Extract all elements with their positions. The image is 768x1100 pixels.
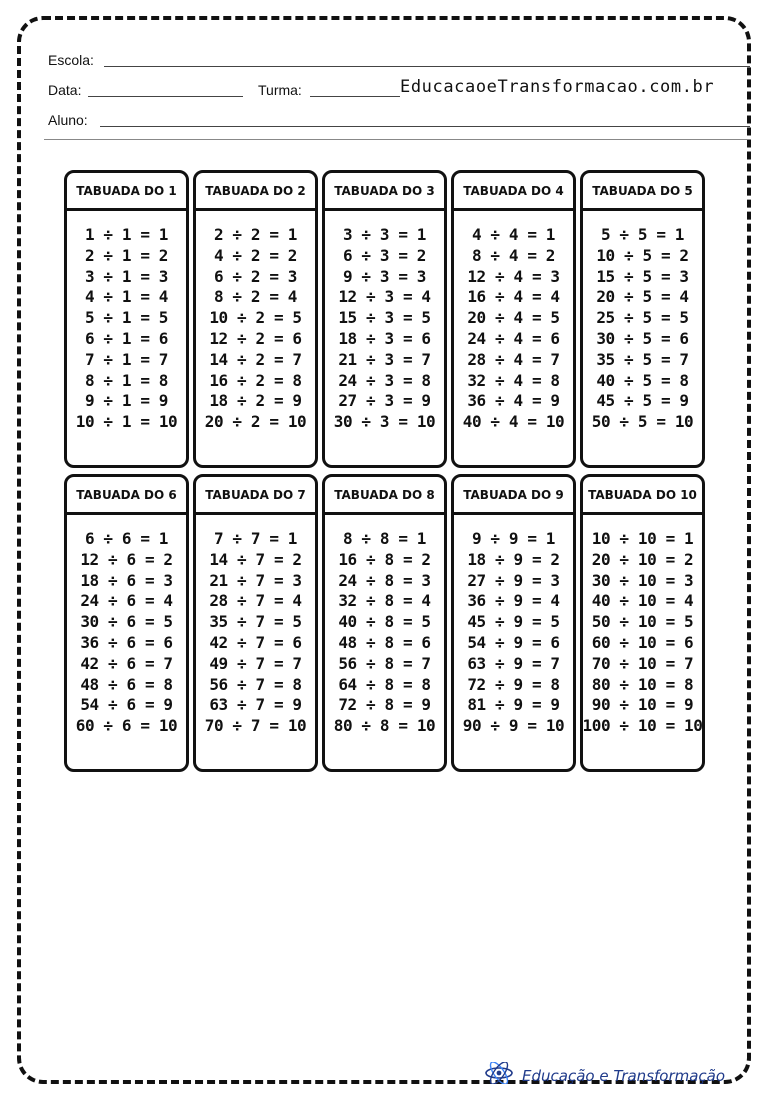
division-fact: 70 ÷ 7 = 10 <box>204 716 307 736</box>
division-fact: 18 ÷ 2 = 9 <box>209 391 302 411</box>
division-fact: 70 ÷ 10 = 7 <box>591 653 694 673</box>
division-fact: 20 ÷ 10 = 2 <box>591 549 694 569</box>
tabuada-card <box>322 474 447 772</box>
division-fact: 27 ÷ 3 = 9 <box>338 391 431 411</box>
header-divider <box>44 139 750 140</box>
division-fact: 45 ÷ 9 = 5 <box>467 612 560 632</box>
division-fact: 42 ÷ 6 = 7 <box>80 653 173 673</box>
division-fact: 10 ÷ 1 = 10 <box>75 412 178 432</box>
division-fact: 6 ÷ 3 = 2 <box>342 245 427 265</box>
tabuada-card <box>580 170 705 468</box>
division-fact: 30 ÷ 6 = 5 <box>80 612 173 632</box>
division-fact: 8 ÷ 2 = 4 <box>213 287 298 307</box>
division-fact: 16 ÷ 4 = 4 <box>467 287 560 307</box>
division-fact: 12 ÷ 2 = 6 <box>209 328 302 348</box>
division-fact: 18 ÷ 9 = 2 <box>467 549 560 569</box>
division-fact: 9 ÷ 3 = 3 <box>342 266 427 286</box>
division-fact: 8 ÷ 4 = 2 <box>471 245 556 265</box>
division-fact: 30 ÷ 5 = 6 <box>596 328 689 348</box>
division-fact: 10 ÷ 5 = 2 <box>596 245 689 265</box>
tabuada-card <box>580 474 705 772</box>
division-fact: 15 ÷ 5 = 3 <box>596 266 689 286</box>
division-fact: 80 ÷ 10 = 8 <box>591 674 694 694</box>
division-fact: 72 ÷ 8 = 9 <box>338 695 431 715</box>
division-fact: 5 ÷ 1 = 5 <box>84 308 169 328</box>
division-fact: 45 ÷ 5 = 9 <box>596 391 689 411</box>
division-fact: 24 ÷ 6 = 4 <box>80 591 173 611</box>
division-fact: 54 ÷ 6 = 9 <box>80 695 173 715</box>
tabuada-card <box>451 170 576 468</box>
data-label: Data: <box>48 82 82 98</box>
tabuada-card <box>193 474 318 772</box>
division-fact: 63 ÷ 7 = 9 <box>209 695 302 715</box>
division-fact: 10 ÷ 10 = 1 <box>591 529 694 548</box>
aluno-label: Aluno: <box>48 112 88 128</box>
tabuada-card <box>451 474 576 772</box>
division-fact: 14 ÷ 2 = 7 <box>209 349 302 369</box>
tabuada-title: TABUADA DO 9 <box>454 477 573 515</box>
division-fact: 2 ÷ 2 = 1 <box>213 225 298 244</box>
turma-label: Turma: <box>258 82 302 98</box>
division-fact: 16 ÷ 8 = 2 <box>338 549 431 569</box>
tabuada-title: TABUADA DO 3 <box>325 173 444 211</box>
division-fact: 5 ÷ 5 = 1 <box>600 225 685 244</box>
tabuada-title: TABUADA DO 2 <box>196 173 315 211</box>
tabuada-title: TABUADA DO 7 <box>196 477 315 515</box>
tabuada-title: TABUADA DO 10 <box>583 477 702 515</box>
escola-label: Escola: <box>48 52 94 68</box>
division-fact: 20 ÷ 5 = 4 <box>596 287 689 307</box>
division-fact: 54 ÷ 9 = 6 <box>467 632 560 652</box>
division-fact: 16 ÷ 2 = 8 <box>209 370 302 390</box>
division-fact: 64 ÷ 8 = 8 <box>338 674 431 694</box>
tabuada-card <box>322 170 447 468</box>
division-fact: 12 ÷ 6 = 2 <box>80 549 173 569</box>
division-fact: 8 ÷ 1 = 8 <box>84 370 169 390</box>
tabuada-body <box>196 211 315 433</box>
division-fact: 49 ÷ 7 = 7 <box>209 653 302 673</box>
tabuada-card <box>193 170 318 468</box>
division-fact: 21 ÷ 3 = 7 <box>338 349 431 369</box>
division-fact: 60 ÷ 6 = 10 <box>75 716 178 736</box>
tabuada-body <box>454 211 573 433</box>
division-fact: 32 ÷ 8 = 4 <box>338 591 431 611</box>
division-fact: 56 ÷ 7 = 8 <box>209 674 302 694</box>
division-fact: 30 ÷ 10 = 3 <box>591 570 694 590</box>
division-fact: 18 ÷ 3 = 6 <box>338 328 431 348</box>
tabuada-card <box>64 474 189 772</box>
division-fact: 32 ÷ 4 = 8 <box>467 370 560 390</box>
aluno-line <box>100 126 750 127</box>
atom-logo-icon <box>484 1062 514 1089</box>
tabuada-body <box>583 515 702 737</box>
division-fact: 9 ÷ 9 = 1 <box>471 529 556 548</box>
division-fact: 9 ÷ 1 = 9 <box>84 391 169 411</box>
division-fact: 36 ÷ 6 = 6 <box>80 632 173 652</box>
site-url: EducacaoeTransformacao.com.br <box>400 77 715 97</box>
tabuada-body <box>583 211 702 433</box>
tabuada-body <box>67 211 186 433</box>
division-tables-grid <box>64 170 705 772</box>
division-fact: 40 ÷ 8 = 5 <box>338 612 431 632</box>
division-fact: 2 ÷ 1 = 2 <box>84 245 169 265</box>
division-fact: 28 ÷ 4 = 7 <box>467 349 560 369</box>
division-fact: 56 ÷ 8 = 7 <box>338 653 431 673</box>
division-fact: 40 ÷ 5 = 8 <box>596 370 689 390</box>
footer-brand <box>484 1062 725 1089</box>
division-fact: 14 ÷ 7 = 2 <box>209 549 302 569</box>
division-fact: 35 ÷ 5 = 7 <box>596 349 689 369</box>
division-fact: 24 ÷ 8 = 3 <box>338 570 431 590</box>
division-fact: 20 ÷ 2 = 10 <box>204 412 307 432</box>
division-fact: 50 ÷ 5 = 10 <box>591 412 694 432</box>
tabuada-body <box>325 515 444 737</box>
division-fact: 7 ÷ 1 = 7 <box>84 349 169 369</box>
division-fact: 15 ÷ 3 = 5 <box>338 308 431 328</box>
division-fact: 72 ÷ 9 = 8 <box>467 674 560 694</box>
division-fact: 18 ÷ 6 = 3 <box>80 570 173 590</box>
escola-line <box>104 66 750 67</box>
division-fact: 30 ÷ 3 = 10 <box>333 412 436 432</box>
division-fact: 8 ÷ 8 = 1 <box>342 529 427 548</box>
tabuada-title: TABUADA DO 5 <box>583 173 702 211</box>
division-fact: 25 ÷ 5 = 5 <box>596 308 689 328</box>
tabuada-body <box>454 515 573 737</box>
footer-brand-text: Educação e Transformação <box>522 1066 726 1085</box>
division-fact: 6 ÷ 6 = 1 <box>84 529 169 548</box>
division-fact: 6 ÷ 1 = 6 <box>84 328 169 348</box>
tabuada-body <box>196 515 315 737</box>
division-fact: 48 ÷ 6 = 8 <box>80 674 173 694</box>
division-fact: 81 ÷ 9 = 9 <box>467 695 560 715</box>
division-fact: 80 ÷ 8 = 10 <box>333 716 436 736</box>
division-fact: 36 ÷ 4 = 9 <box>467 391 560 411</box>
division-fact: 28 ÷ 7 = 4 <box>209 591 302 611</box>
division-fact: 10 ÷ 2 = 5 <box>209 308 302 328</box>
tabuada-body <box>67 515 186 737</box>
tabuada-title: TABUADA DO 4 <box>454 173 573 211</box>
tabuada-title: TABUADA DO 8 <box>325 477 444 515</box>
division-fact: 36 ÷ 9 = 4 <box>467 591 560 611</box>
division-fact: 4 ÷ 1 = 4 <box>84 287 169 307</box>
division-fact: 6 ÷ 2 = 3 <box>213 266 298 286</box>
data-line <box>88 96 243 97</box>
division-fact: 40 ÷ 10 = 4 <box>591 591 694 611</box>
division-fact: 24 ÷ 4 = 6 <box>467 328 560 348</box>
division-fact: 27 ÷ 9 = 3 <box>467 570 560 590</box>
division-fact: 3 ÷ 1 = 3 <box>84 266 169 286</box>
division-fact: 12 ÷ 4 = 3 <box>467 266 560 286</box>
division-fact: 24 ÷ 3 = 8 <box>338 370 431 390</box>
division-fact: 100 ÷ 10 = 10 <box>582 716 703 736</box>
division-fact: 7 ÷ 7 = 1 <box>213 529 298 548</box>
tabuada-body <box>325 211 444 433</box>
division-fact: 4 ÷ 4 = 1 <box>471 225 556 244</box>
division-fact: 1 ÷ 1 = 1 <box>84 225 169 244</box>
division-fact: 42 ÷ 7 = 6 <box>209 632 302 652</box>
division-fact: 35 ÷ 7 = 5 <box>209 612 302 632</box>
division-fact: 4 ÷ 2 = 2 <box>213 245 298 265</box>
tabuada-card <box>64 170 189 468</box>
division-fact: 90 ÷ 9 = 10 <box>462 716 565 736</box>
tabuada-title: TABUADA DO 1 <box>67 173 186 211</box>
division-fact: 63 ÷ 9 = 7 <box>467 653 560 673</box>
division-fact: 90 ÷ 10 = 9 <box>591 695 694 715</box>
division-fact: 20 ÷ 4 = 5 <box>467 308 560 328</box>
division-fact: 21 ÷ 7 = 3 <box>209 570 302 590</box>
division-fact: 60 ÷ 10 = 6 <box>591 632 694 652</box>
division-fact: 48 ÷ 8 = 6 <box>338 632 431 652</box>
division-fact: 3 ÷ 3 = 1 <box>342 225 427 244</box>
turma-line <box>310 96 400 97</box>
division-fact: 50 ÷ 10 = 5 <box>591 612 694 632</box>
tabuada-title: TABUADA DO 6 <box>67 477 186 515</box>
division-fact: 12 ÷ 3 = 4 <box>338 287 431 307</box>
division-fact: 40 ÷ 4 = 10 <box>462 412 565 432</box>
